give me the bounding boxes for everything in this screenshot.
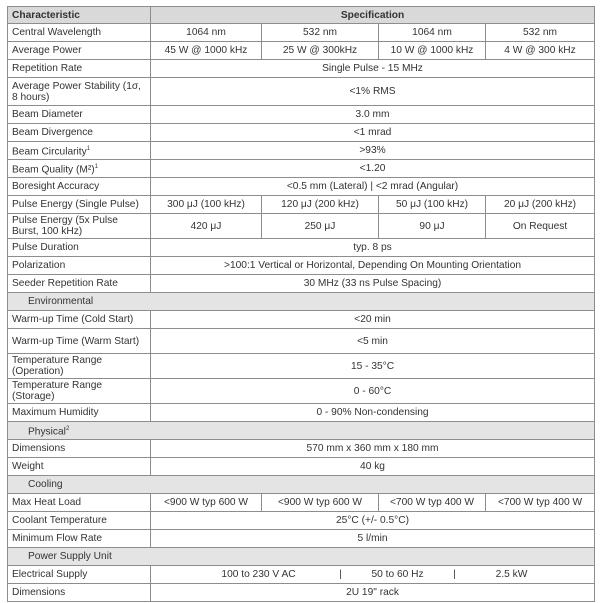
cell-value: [151, 566, 595, 584]
table-row: [8, 275, 595, 293]
row-label: Dimensions: [8, 440, 151, 458]
cell-value: 5 l/min: [151, 530, 595, 548]
section-cooling: Cooling: [8, 476, 595, 494]
cell-value: >93%: [151, 142, 595, 160]
row-label: Beam Divergence: [8, 124, 151, 142]
cell-value: <20 min: [151, 311, 595, 329]
cell-value: On Request: [486, 214, 595, 239]
cell-value: 250 μJ: [262, 214, 379, 239]
cell-value: 420 μJ: [151, 214, 262, 239]
table-row: [8, 24, 595, 42]
row-label: Average Power Stability (1σ, 8 hours): [8, 78, 151, 106]
header-specification: Specification: [151, 7, 595, 24]
section-row: [8, 422, 595, 440]
table-row: [8, 379, 595, 404]
cell-value: 25°C (+/- 0.5°C): [151, 512, 595, 530]
table-row: [8, 458, 595, 476]
table-row: [8, 566, 595, 584]
footnote-marker: 1: [94, 163, 98, 170]
cell-value: <1% RMS: [151, 78, 595, 106]
row-label: Pulse Duration: [8, 239, 151, 257]
label-text: Beam Circularity: [12, 146, 87, 158]
table-row: [8, 196, 595, 214]
row-label: Max Heat Load: [8, 494, 151, 512]
cell-value: 300 μJ (100 kHz): [151, 196, 262, 214]
cell-value: <900 W typ 600 W: [151, 494, 262, 512]
row-label: Electrical Supply: [8, 566, 151, 584]
section-row: [8, 476, 595, 494]
table-row: [8, 329, 595, 354]
cell-value: <700 W typ 400 W: [486, 494, 595, 512]
cell-value: typ. 8 ps: [151, 239, 595, 257]
electrical-voltage: 100 to 230 V AC: [221, 569, 296, 580]
section-environmental: Environmental: [8, 293, 595, 311]
table-row: [8, 42, 595, 60]
cell-value: 2U 19" rack: [151, 584, 595, 602]
electrical-power: 2.5 kW: [495, 569, 528, 580]
row-label: Beam Diameter: [8, 106, 151, 124]
row-label: Warm-up Time (Cold Start): [8, 311, 151, 329]
cell-value: 570 mm x 360 mm x 180 mm: [151, 440, 595, 458]
table-row: [8, 178, 595, 196]
row-label: Average Power: [8, 42, 151, 60]
table-row: [8, 354, 595, 379]
cell-value: Single Pulse - 15 MHz: [151, 60, 595, 78]
row-label: Temperature Range (Storage): [8, 379, 151, 404]
row-label: Warm-up Time (Warm Start): [8, 329, 151, 354]
cell-value: 30 MHz (33 ns Pulse Spacing): [151, 275, 595, 293]
cell-value: >100:1 Vertical or Horizontal, Depending On Mounting Orientation: [151, 257, 595, 275]
table-row: [8, 60, 595, 78]
section-row: [8, 548, 595, 566]
cell-value: 50 μJ (100 kHz): [379, 196, 486, 214]
table-row: [8, 78, 595, 106]
table-row: [8, 106, 595, 124]
cell-value: 45 W @ 1000 kHz: [151, 42, 262, 60]
cell-value: 20 μJ (200 kHz): [486, 196, 595, 214]
cell-value: 40 kg: [151, 458, 595, 476]
cell-value: 532 nm: [486, 24, 595, 42]
table-row: [8, 404, 595, 422]
cell-value: 25 W @ 300kHz: [262, 42, 379, 60]
row-label: Dimensions: [8, 584, 151, 602]
table-row: [8, 239, 595, 257]
table-row: [8, 214, 595, 239]
table-row: [8, 584, 595, 602]
row-label: Polarization: [8, 257, 151, 275]
section-label: Physical: [28, 426, 66, 438]
cell-value: 0 - 60°C: [151, 379, 595, 404]
section-row: [8, 293, 595, 311]
table-row: [8, 160, 595, 178]
cell-value: <1 mrad: [151, 124, 595, 142]
table-row: [8, 512, 595, 530]
table-row: [8, 124, 595, 142]
row-label: Minimum Flow Rate: [8, 530, 151, 548]
cell-value: 0 - 90% Non-condensing: [151, 404, 595, 422]
table-row: [8, 142, 595, 160]
cell-value: 1064 nm: [379, 24, 486, 42]
divider: |: [453, 569, 456, 580]
table-header-row: [8, 7, 595, 24]
cell-value: <700 W typ 400 W: [379, 494, 486, 512]
footnote-marker: 1: [86, 145, 91, 152]
row-label: [8, 160, 151, 178]
cell-value: <0.5 mm (Lateral) | <2 mrad (Angular): [151, 178, 595, 196]
cell-value: 532 nm: [262, 24, 379, 42]
cell-value: 15 - 35°C: [151, 354, 595, 379]
table-row: [8, 440, 595, 458]
cell-value: 10 W @ 1000 kHz: [379, 42, 486, 60]
table-row: [8, 311, 595, 329]
table-row: [8, 494, 595, 512]
footnote-marker: 2: [65, 425, 70, 432]
row-label: [8, 142, 151, 160]
cell-value: <1.20: [151, 160, 595, 178]
table-row: [8, 530, 595, 548]
label-text: Beam Quality (M²): [12, 164, 95, 176]
table-row: [8, 257, 595, 275]
cell-value: <900 W typ 600 W: [262, 494, 379, 512]
cell-value: 4 W @ 300 kHz: [486, 42, 595, 60]
cell-value: 120 μJ (200 kHz): [262, 196, 379, 214]
section-power-supply: Power Supply Unit: [8, 548, 595, 566]
section-physical: [8, 422, 595, 440]
electrical-frequency: 50 to 60 Hz: [371, 569, 424, 580]
row-label: Pulse Energy (Single Pulse): [8, 196, 151, 214]
cell-value: 90 μJ: [379, 214, 486, 239]
row-label: Pulse Energy (5x Pulse Burst, 100 kHz): [8, 214, 151, 239]
spec-table-container: [7, 6, 594, 602]
row-label: Temperature Range (Operation): [8, 354, 151, 379]
divider: |: [339, 569, 342, 580]
cell-value: <5 min: [151, 329, 595, 354]
row-label: Coolant Temperature: [8, 512, 151, 530]
row-label: Seeder Repetition Rate: [8, 275, 151, 293]
row-label: Maximum Humidity: [8, 404, 151, 422]
header-characteristic: Characteristic: [8, 7, 151, 24]
row-label: Repetition Rate: [8, 60, 151, 78]
cell-value: 1064 nm: [151, 24, 262, 42]
row-label: Boresight Accuracy: [8, 178, 151, 196]
cell-value: 3.0 mm: [151, 106, 595, 124]
row-label: Weight: [8, 458, 151, 476]
row-label: Central Wavelength: [8, 24, 151, 42]
specification-table: [7, 6, 595, 602]
